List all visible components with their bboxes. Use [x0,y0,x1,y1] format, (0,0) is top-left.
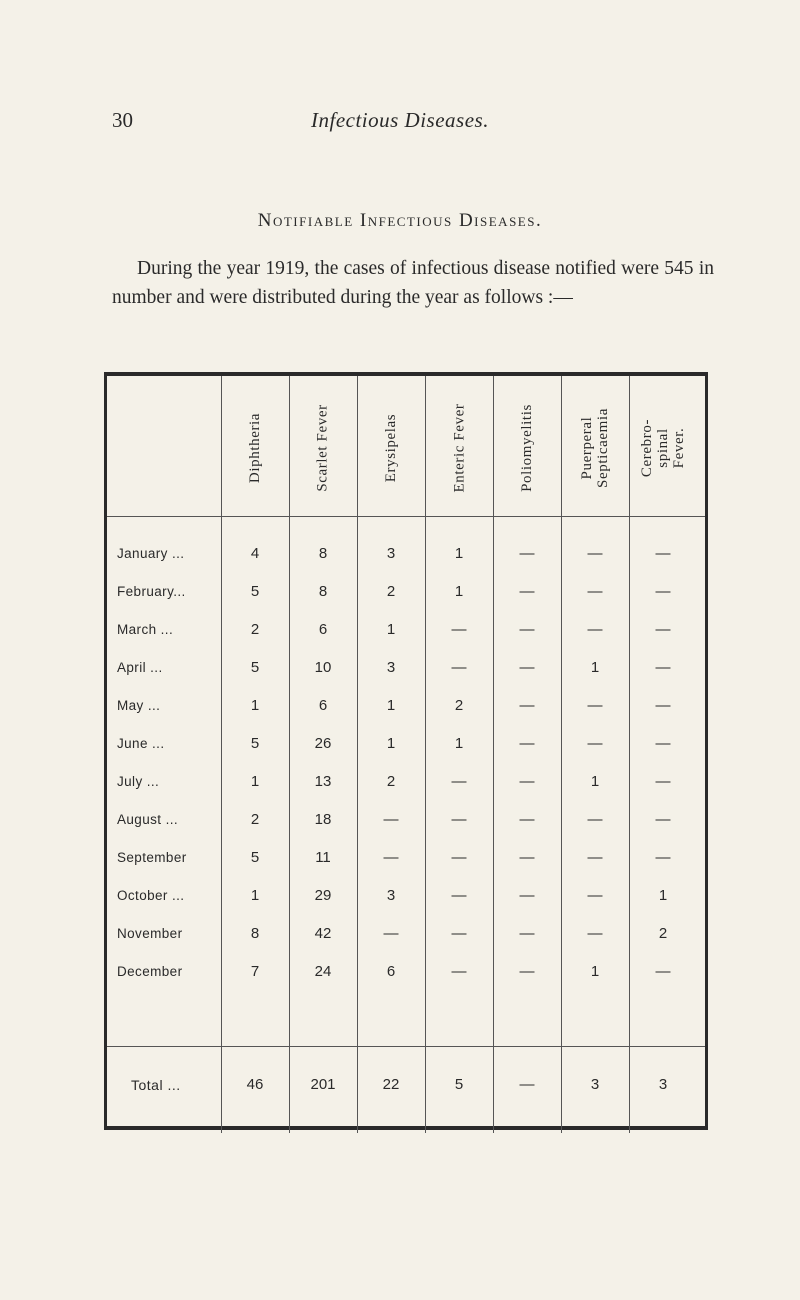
table-cell: 8 [250,925,260,942]
running-head: Infectious Diseases. [311,108,489,132]
table-cell: — [655,849,671,866]
table-cell: — [587,545,603,562]
row-label: December [117,964,183,979]
table-cell: — [451,659,467,676]
table-cell: 2 [250,621,260,638]
table-cell: 10 [314,659,332,676]
table-cell: — [451,925,467,942]
table-cell: 5 [250,659,260,676]
table-cell: — [655,659,671,676]
intro-paragraph: During the year 1919, the cases of infectious disease notified were 545 in number and were distributed during the year as follows :— [112,258,714,308]
table-cell: 1 [250,887,260,904]
table-cell: 2 [386,583,396,600]
row-label: June ... [117,736,165,751]
table-cell: — [519,773,535,790]
table-cell: 1 [386,697,396,714]
table-cell: — [655,621,671,638]
table-cell: 2 [386,773,396,790]
table-cell: 1 [454,583,464,600]
table-cell: — [655,963,671,980]
table-cell: — [383,925,399,942]
table-cell: — [383,811,399,828]
table-cell: 2 [250,811,260,828]
table-cell: — [451,773,467,790]
table-cell: 29 [314,887,332,904]
table-cell: 2 [454,697,464,714]
col-header-puerperal-septicaemia: Puerperal Septicaemia [579,408,612,488]
table-cell: — [587,887,603,904]
table-cell: 1 [454,545,464,562]
table-cell: — [451,849,467,866]
col-header-erysipelas: Erysipelas [383,413,400,483]
table-cell: 1 [454,735,464,752]
total-cell: 46 [246,1076,264,1093]
table-cell: 42 [314,925,332,942]
table-cell: 8 [318,545,328,562]
row-label: October ... [117,888,185,903]
table-cell: — [451,963,467,980]
table-cell: 1 [590,659,600,676]
total-cell: 201 [310,1076,336,1093]
table-cell: 6 [318,697,328,714]
table-cell: — [587,697,603,714]
table-cell: 5 [250,583,260,600]
table-cell: — [519,621,535,638]
row-label: February... [117,584,186,599]
table-cell: — [587,925,603,942]
table-cell: 1 [250,697,260,714]
table-cell: — [451,621,467,638]
total-cell: 3 [658,1076,668,1093]
total-cell: — [519,1076,535,1093]
table-cell: — [655,773,671,790]
row-label: May ... [117,698,161,713]
table-cell: 1 [250,773,260,790]
table-cell: 5 [250,735,260,752]
table-cell: 24 [314,963,332,980]
table-cell: 3 [386,659,396,676]
table-cell: 1 [386,735,396,752]
table-cell: — [451,887,467,904]
table-cell: — [519,963,535,980]
table-cell: 18 [314,811,332,828]
table-cell: 1 [386,621,396,638]
table-cell: — [655,735,671,752]
col-header-diphtheria: Diphtheria [247,412,263,484]
table-cell: 1 [590,963,600,980]
table-cell: — [519,849,535,866]
table-cell: 13 [314,773,332,790]
table-cell: 7 [250,963,260,980]
table-cell: — [519,887,535,904]
page-header [0,108,800,138]
row-label: November [117,926,183,941]
table-cell: 3 [386,887,396,904]
table-cell: — [519,697,535,714]
table-cell: — [519,811,535,828]
table-cell: — [519,545,535,562]
table-cell: — [587,621,603,638]
table-cell: — [587,583,603,600]
col-header-poliomyelitis: Poliomyelitis [519,404,535,492]
row-label: September [117,850,187,865]
table-cell: 1 [658,887,668,904]
table-cell: 6 [318,621,328,638]
table-cell: — [587,849,603,866]
table-cell: — [655,583,671,600]
col-header-scarlet-fever: Scarlet Fever [315,404,332,492]
table-cell: — [383,849,399,866]
page-number: 30 [112,108,133,132]
table-cell: — [587,735,603,752]
table-cell: — [451,811,467,828]
table-cell: — [587,811,603,828]
table-cell: — [519,925,535,942]
table-cell: 3 [386,545,396,562]
col-header-enteric-fever: Enteric Fever [451,403,468,493]
row-label: July ... [117,774,160,789]
table-cell: — [655,545,671,562]
table-cell: 2 [658,925,668,942]
row-label: March ... [117,622,174,637]
row-label: January ... [117,546,185,561]
table-cell: — [655,811,671,828]
table-cell: — [519,735,535,752]
table-cell: — [519,583,535,600]
row-label: August ... [117,812,179,827]
table-cell: 4 [250,545,260,562]
total-cell: 22 [382,1076,400,1093]
total-cell: 5 [454,1076,464,1093]
disease-table [104,372,708,1130]
table-cell: 5 [250,849,260,866]
table-cell: 8 [318,583,328,600]
table-cell: — [655,697,671,714]
table-cell: 1 [590,773,600,790]
section-title: Notifiable Infectious Diseases. [257,210,543,231]
table-cell: 6 [386,963,396,980]
total-cell: 3 [590,1076,600,1093]
total-label: Total ... [131,1077,181,1093]
table-cell: 26 [314,735,332,752]
table-cell: 11 [315,849,331,866]
row-label: April ... [117,660,163,675]
table-cell: — [519,659,535,676]
col-header-cerebro-spinal-fever: Cerebro-spinal Fever. [639,418,687,478]
